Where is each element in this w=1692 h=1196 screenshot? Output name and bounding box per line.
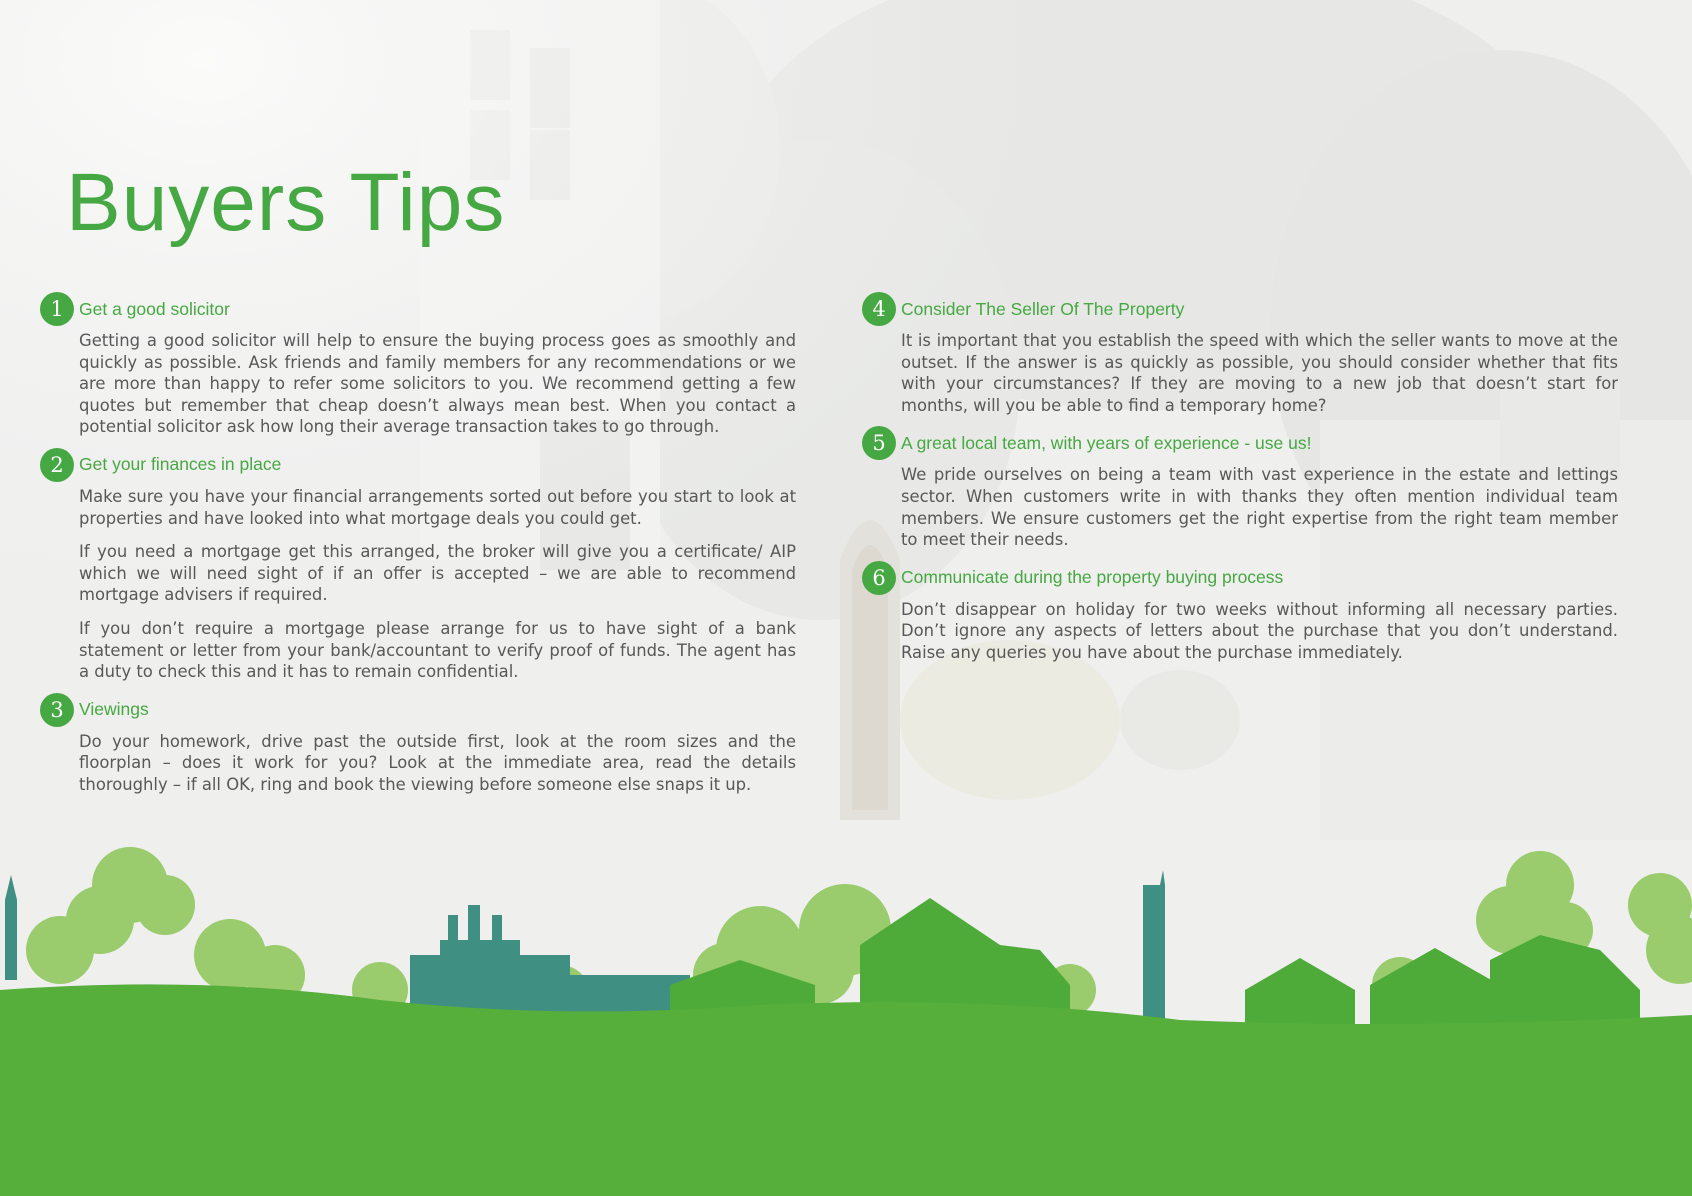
tip-1 (40, 292, 796, 438)
tip-number-badge: 3 (40, 693, 74, 727)
tip-3 (40, 693, 796, 796)
town-skyline-illustration (0, 840, 1692, 1196)
tip-title: Consider The Seller Of The Property (901, 298, 1185, 319)
tip-6 (862, 561, 1618, 664)
tip-4 (862, 292, 1618, 416)
tip-header (862, 292, 1618, 326)
tip-header (862, 561, 1618, 595)
tip-paragraph: Do your homework, drive past the outside first, look at the room sizes and the floorplan – does it work for you? Look at the immediate area, read the details thoroughly – if all OK, ring and book the viewing before someone else snaps it up. (79, 731, 796, 794)
tip-title: Communicate during the property buying process (901, 567, 1284, 588)
tip-paragraph: It is important that you establish the speed with which the seller wants to move at the outset. If the answer is as quickly as possible, you should consider whether that fits with your circumstances? If they are moving to a new job that doesn’t start for months, will you be able to find a temporary home? (901, 331, 1618, 415)
tip-number-badge: 6 (862, 561, 896, 595)
tip-paragraph: If you need a mortgage get this arranged, the broker will give you a certificate/ AIP which we will need sight of if an offer is accepted – we are able to recommend mortgage advisers if required. (79, 542, 796, 605)
tip-title: Get your finances in place (79, 454, 282, 475)
tips-left-column (40, 292, 796, 806)
tip-paragraph: Don’t disappear on holiday for two weeks without informing all necessary parties. Don’t ignore any aspects of letters about the purchase that you don’t understand. Raise any queries you have about the purchase immediately. (901, 599, 1618, 662)
tip-title: Get a good solicitor (79, 298, 230, 319)
tip-title: Viewings (79, 699, 149, 720)
tip-header (40, 292, 796, 326)
tip-2 (40, 448, 796, 683)
tip-header (862, 426, 1618, 460)
tip-number-badge: 4 (862, 292, 896, 326)
page-title: Buyers Tips (66, 157, 506, 248)
tip-paragraph: If you don’t require a mortgage please arrange for us to have sight of a bank statement or letter from your bank/accountant to verify proof of funds. The agent has a duty to check this and it has to remain confidential. (79, 618, 796, 682)
tip-title: A great local team, with years of experience - use us! (901, 432, 1312, 453)
tip-paragraph: We pride ourselves on being a team with vast experience in the estate and lettings sector. When customers write in with thanks they often mention individual team members. We ensure customers get the right expertise from the right team member to meet their needs. (901, 465, 1618, 550)
tip-header (40, 693, 796, 727)
tip-paragraph: Getting a good solicitor will help to ensure the buying process goes as smoothly and quickly as possible. Ask friends and family members for any recommendations or we are more than happy to refer some solicitors to you. We recommend getting a few quotes but remember that cheap doesn’t always mean best. When you contact a potential solicitor ask how long their average transaction takes to go through. (79, 331, 796, 437)
tip-paragraph: Make sure you have your financial arrangements sorted out before you start to look at properties and have looked into what mortgage deals you could get. (79, 486, 796, 528)
tip-header (40, 448, 796, 482)
tip-number-badge: 5 (862, 426, 896, 460)
tip-number-badge: 1 (40, 292, 74, 326)
tip-5 (862, 426, 1618, 550)
tips-right-column (862, 292, 1618, 674)
tip-number-badge: 2 (40, 448, 74, 482)
